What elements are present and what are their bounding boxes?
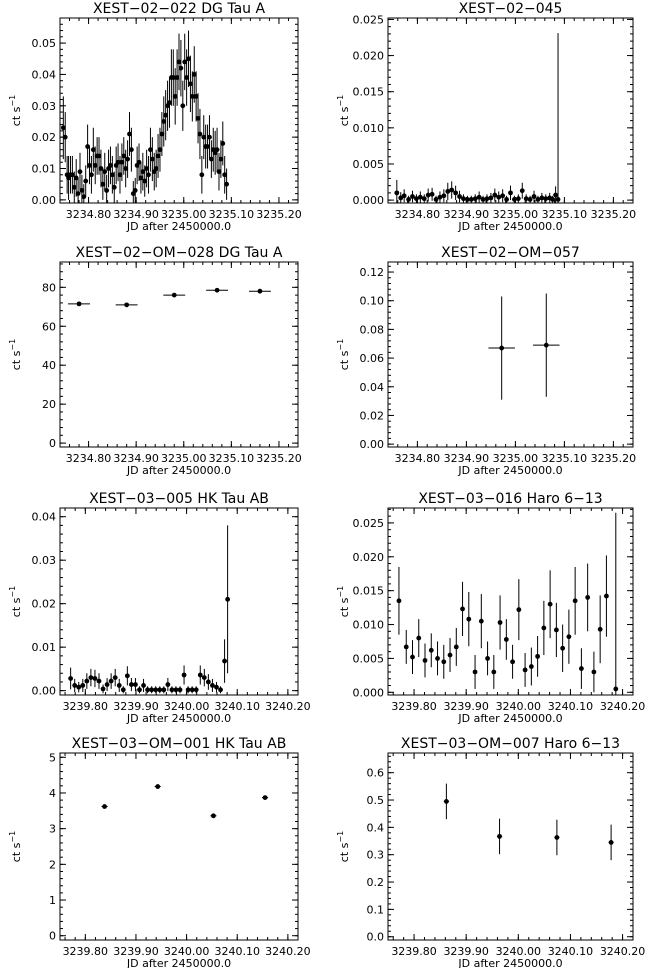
y-tick-label: 60	[42, 320, 56, 334]
y-tick-label: 0.05	[31, 37, 56, 51]
plot-frame	[388, 753, 633, 940]
y-tick-label: 0.0	[366, 930, 384, 944]
x-axis-label: JD after 2450000.0	[126, 957, 232, 968]
data-point	[529, 664, 534, 669]
data-point	[520, 188, 525, 193]
y-axis-label-exponent: −1	[336, 585, 345, 598]
data-point	[423, 658, 428, 663]
y-axis-label-exponent: −1	[336, 338, 345, 351]
data-point	[508, 190, 513, 195]
chart-title: XEST−03−OM−007 Haro 6−13	[400, 736, 621, 752]
data-point	[592, 670, 597, 675]
y-tick-label: 0.04	[31, 68, 56, 82]
data-point	[598, 627, 603, 632]
x-tick-label: 3240.20	[265, 945, 311, 958]
x-tick-label: 3234.80	[394, 208, 441, 221]
data-point	[105, 682, 110, 687]
x-tick-label: 3234.90	[443, 208, 490, 221]
x-tick-label: 3235.10	[208, 208, 255, 221]
data-point	[206, 680, 211, 685]
y-tick-label: 0.00	[31, 193, 56, 207]
chart-panel-5	[8, 491, 311, 725]
data-point	[604, 594, 609, 599]
x-tick-label: 3240.00	[163, 700, 210, 713]
y-tick-label: 5	[49, 751, 56, 765]
data-point	[406, 197, 411, 202]
y-tick-label: 0.005	[352, 652, 384, 666]
y-tick-label: 0.010	[352, 121, 384, 135]
data-point	[460, 607, 465, 612]
data-point	[535, 654, 540, 659]
data-point	[523, 668, 528, 673]
y-axis-label-text: ct s	[338, 597, 351, 618]
x-tick-label: 3240.00	[163, 945, 210, 958]
data-point	[89, 172, 94, 177]
data-point	[218, 687, 223, 692]
y-tick-label: 0.015	[352, 85, 384, 99]
data-point	[113, 675, 118, 680]
y-tick-label: 0.025	[352, 13, 384, 27]
x-tick-label: 3235.10	[541, 208, 588, 221]
x-tick-label: 3240.00	[495, 700, 542, 713]
x-tick-label: 3240.10	[547, 700, 594, 713]
data-point	[554, 628, 559, 633]
y-tick-label: 0.000	[352, 194, 384, 208]
chart-title: XEST−03−005 HK Tau AB	[89, 491, 269, 507]
y-tick-label: 0.03	[31, 554, 56, 568]
data-point	[68, 676, 73, 681]
data-point	[121, 687, 126, 692]
x-tick-label: 3240.10	[214, 700, 260, 713]
y-tick-label: 0.04	[359, 380, 384, 394]
x-axis-label: JD after 2450000.0	[458, 712, 563, 725]
x-tick-label: 3234.80	[65, 452, 112, 465]
x-tick-label: 3235.10	[208, 452, 255, 465]
data-point	[498, 620, 503, 625]
data-point	[410, 655, 415, 660]
data-point	[449, 188, 454, 193]
data-point	[93, 676, 98, 681]
y-axis-label	[336, 831, 351, 862]
data-point	[566, 634, 571, 639]
plot-frame	[60, 508, 298, 695]
y-tick-label: 0	[49, 929, 56, 943]
data-point	[504, 637, 509, 642]
x-tick-label: 3240.20	[599, 700, 646, 713]
y-axis-label	[8, 586, 23, 617]
y-axis-label-text: ct s	[338, 350, 351, 371]
data-point	[141, 683, 146, 688]
y-tick-label: 0.010	[352, 618, 384, 632]
data-point	[214, 685, 219, 690]
plot-frame	[388, 262, 633, 447]
data-point	[102, 804, 107, 809]
y-tick-label: 0.04	[31, 510, 56, 524]
chart-title: XEST−02−OM−028 DG Tau A	[75, 245, 283, 261]
y-tick-label: 0.00	[31, 684, 56, 698]
y-tick-label: 0.6	[366, 766, 384, 780]
data-point	[516, 196, 521, 201]
data-point	[198, 132, 203, 137]
data-point	[182, 673, 187, 678]
data-point	[129, 147, 134, 152]
data-point	[224, 182, 229, 187]
data-point	[109, 679, 114, 684]
data-point	[510, 659, 515, 664]
data-point	[441, 193, 446, 198]
data-point	[453, 190, 458, 195]
data-point	[554, 835, 559, 840]
data-point	[397, 598, 402, 603]
x-tick-label: 3239.80	[391, 700, 437, 713]
y-axis-label-text: ct s	[338, 106, 351, 127]
data-point	[133, 188, 138, 193]
y-tick-label: 2	[49, 858, 56, 872]
data-point	[541, 626, 546, 631]
y-axis-label-exponent: −1	[8, 585, 17, 598]
y-tick-label: 4	[49, 786, 56, 800]
data-point	[573, 598, 578, 603]
chart-panel-4	[336, 245, 636, 477]
x-tick-label: 3234.90	[113, 208, 159, 221]
data-point	[125, 673, 130, 678]
y-tick-label: 0.000	[352, 686, 384, 700]
data-point	[553, 193, 558, 198]
y-axis-label	[8, 339, 23, 370]
data-point	[84, 679, 89, 684]
y-tick-label: 0.025	[352, 516, 384, 530]
data-point	[528, 197, 533, 202]
data-point	[137, 687, 142, 692]
x-tick-label: 3239.90	[443, 700, 489, 713]
data-point	[491, 670, 496, 675]
x-tick-label: 3235.00	[492, 452, 539, 465]
data-point	[104, 188, 109, 193]
data-point	[394, 190, 399, 195]
x-tick-label: 3239.80	[391, 945, 437, 958]
y-tick-label: 0.08	[359, 323, 384, 337]
x-tick-label: 3235.20	[256, 208, 302, 221]
y-tick-label: 0.12	[359, 266, 384, 280]
y-tick-label: 40	[42, 359, 56, 373]
x-tick-label: 3239.90	[443, 945, 489, 958]
data-point	[225, 597, 230, 602]
chart-title: XEST−02−OM−057	[441, 245, 580, 261]
x-tick-label: 3235.10	[541, 452, 588, 465]
chart-panel-3	[8, 245, 302, 477]
data-point	[83, 179, 88, 184]
data-point	[429, 648, 434, 653]
data-point	[263, 795, 268, 800]
plot-frame	[60, 262, 298, 447]
data-point	[101, 687, 106, 692]
data-point	[112, 185, 117, 190]
data-point	[178, 687, 183, 692]
y-axis-label-exponent: −1	[336, 94, 345, 107]
x-tick-label: 3239.90	[113, 700, 159, 713]
data-point	[579, 666, 584, 671]
x-tick-label: 3235.20	[590, 208, 637, 221]
x-axis-label: JD after 2450000.0	[458, 464, 563, 477]
data-point	[222, 659, 227, 664]
chart-title: XEST−03−016 Haro 6−13	[418, 491, 603, 507]
data-point	[77, 301, 82, 306]
y-tick-label: 80	[42, 281, 56, 295]
data-point	[207, 135, 212, 140]
x-tick-label: 3235.00	[161, 208, 207, 221]
y-axis-label-exponent: −1	[8, 94, 17, 107]
data-point	[194, 687, 199, 692]
chart-title: XEST−02−045	[458, 1, 563, 17]
data-point	[63, 135, 68, 140]
data-point	[548, 602, 553, 607]
x-tick-label: 3235.20	[256, 452, 302, 465]
plot-frame	[60, 753, 298, 940]
chart-panel-8	[336, 736, 645, 968]
data-point	[422, 196, 427, 201]
data-point	[499, 346, 504, 351]
data-point	[124, 302, 129, 307]
y-tick-label: 0.1	[366, 903, 384, 917]
data-point	[215, 147, 220, 152]
x-tick-label: 3239.80	[62, 945, 109, 958]
x-tick-label: 3234.90	[113, 452, 159, 465]
data-point	[479, 619, 484, 624]
x-axis-label: JD after 2450000.0	[458, 957, 563, 968]
y-tick-label: 3	[49, 822, 56, 836]
x-tick-label: 3240.20	[265, 700, 311, 713]
data-point	[585, 595, 590, 600]
data-point	[404, 644, 409, 649]
data-point	[102, 169, 107, 174]
x-tick-label: 3240.00	[495, 945, 542, 958]
data-point	[500, 193, 505, 198]
data-point	[550, 197, 555, 202]
y-tick-label: 0.3	[366, 848, 384, 862]
y-tick-label: 0.02	[31, 131, 56, 145]
y-tick-label: 0.4	[366, 821, 384, 835]
x-tick-label: 3239.90	[113, 945, 159, 958]
y-tick-label: 0.020	[352, 49, 384, 63]
data-point	[454, 644, 459, 649]
x-tick-label: 3235.20	[590, 452, 637, 465]
y-axis-label-exponent: −1	[336, 830, 345, 843]
x-tick-label: 3234.80	[394, 452, 441, 465]
chart-panel-1	[8, 1, 302, 233]
y-tick-label: 0.015	[352, 584, 384, 598]
chart-panel-2	[336, 1, 636, 233]
x-tick-label: 3240.10	[547, 945, 594, 958]
data-point	[613, 687, 618, 692]
data-point	[556, 197, 561, 202]
y-tick-label: 0.10	[359, 294, 384, 308]
data-point	[416, 636, 421, 641]
x-axis-label: JD after 2450000.0	[126, 220, 232, 233]
data-point	[199, 172, 204, 177]
y-tick-label: 0.005	[352, 157, 384, 171]
data-point	[215, 288, 220, 293]
data-point	[497, 834, 502, 839]
data-point	[258, 289, 263, 294]
data-point	[202, 675, 207, 680]
chart-title: XEST−02−022 DG Tau A	[92, 1, 266, 17]
x-axis-label: JD after 2450000.0	[458, 220, 563, 233]
y-axis-label	[8, 95, 23, 126]
data-point	[544, 343, 549, 348]
data-point	[473, 670, 478, 675]
data-point	[165, 682, 170, 687]
data-point	[466, 617, 471, 622]
y-axis-label-exponent: −1	[8, 830, 17, 843]
data-point	[97, 679, 102, 684]
y-tick-label: 0.01	[31, 162, 56, 176]
y-tick-label: 0.01	[31, 641, 56, 655]
data-point	[133, 682, 138, 687]
x-tick-label: 3235.00	[161, 452, 207, 465]
data-point	[532, 194, 537, 199]
chart-panel-7	[8, 736, 311, 968]
y-axis-label	[8, 831, 23, 862]
y-tick-label: 1	[49, 894, 56, 908]
y-tick-label: 20	[42, 398, 56, 412]
y-tick-label: 0.03	[31, 99, 56, 113]
data-point	[172, 293, 177, 298]
data-point	[430, 192, 435, 197]
data-point	[80, 683, 85, 688]
data-point	[516, 607, 521, 612]
y-tick-label: 0.02	[359, 409, 384, 423]
data-point	[198, 673, 203, 678]
x-axis-label: JD after 2450000.0	[126, 464, 232, 477]
y-axis-label	[336, 586, 351, 617]
x-tick-label: 3234.90	[443, 452, 490, 465]
data-point	[444, 799, 449, 804]
y-axis-label-text: ct s	[338, 842, 351, 863]
y-axis-label-text: ct s	[10, 106, 23, 127]
y-tick-label: 0.00	[359, 438, 384, 452]
y-axis-label-text: ct s	[10, 597, 23, 618]
y-axis-label-text: ct s	[10, 350, 23, 371]
data-point	[211, 813, 216, 818]
data-point	[146, 172, 151, 177]
y-axis-label-text: ct s	[10, 842, 23, 863]
data-point	[117, 683, 122, 688]
data-point	[88, 675, 93, 680]
y-tick-label: 0.2	[366, 876, 384, 890]
x-tick-label: 3234.80	[65, 208, 112, 221]
data-point	[220, 141, 225, 146]
data-point	[504, 197, 509, 202]
x-tick-label: 3239.80	[62, 700, 109, 713]
data-point	[180, 103, 185, 108]
x-tick-label: 3235.00	[492, 208, 539, 221]
data-point	[179, 66, 184, 71]
y-axis-label	[336, 95, 351, 126]
data-point	[402, 193, 407, 198]
chart-title: XEST−03−OM−001 HK Tau AB	[71, 736, 287, 752]
data-point	[489, 196, 494, 201]
y-axis-label	[336, 339, 351, 370]
data-point	[560, 646, 565, 651]
data-point	[448, 653, 453, 658]
plot-frame	[388, 18, 633, 203]
x-tick-label: 3240.20	[599, 945, 646, 958]
data-point	[161, 687, 166, 692]
data-point	[155, 784, 160, 789]
y-tick-label: 0.06	[359, 352, 384, 366]
chart-panel-6	[336, 491, 645, 725]
data-point	[78, 169, 83, 174]
data-point	[76, 191, 81, 196]
data-point	[441, 659, 446, 664]
y-tick-label: 0.02	[31, 597, 56, 611]
data-point	[125, 157, 130, 162]
y-tick-label: 0.020	[352, 550, 384, 564]
x-axis-label: JD after 2450000.0	[126, 712, 232, 725]
y-tick-label: 0	[49, 437, 56, 451]
x-tick-label: 3240.10	[214, 945, 260, 958]
data-point	[609, 840, 614, 845]
y-axis-label-exponent: −1	[8, 338, 17, 351]
data-point	[435, 656, 440, 661]
data-point	[485, 656, 490, 661]
y-tick-label: 0.5	[366, 794, 384, 808]
